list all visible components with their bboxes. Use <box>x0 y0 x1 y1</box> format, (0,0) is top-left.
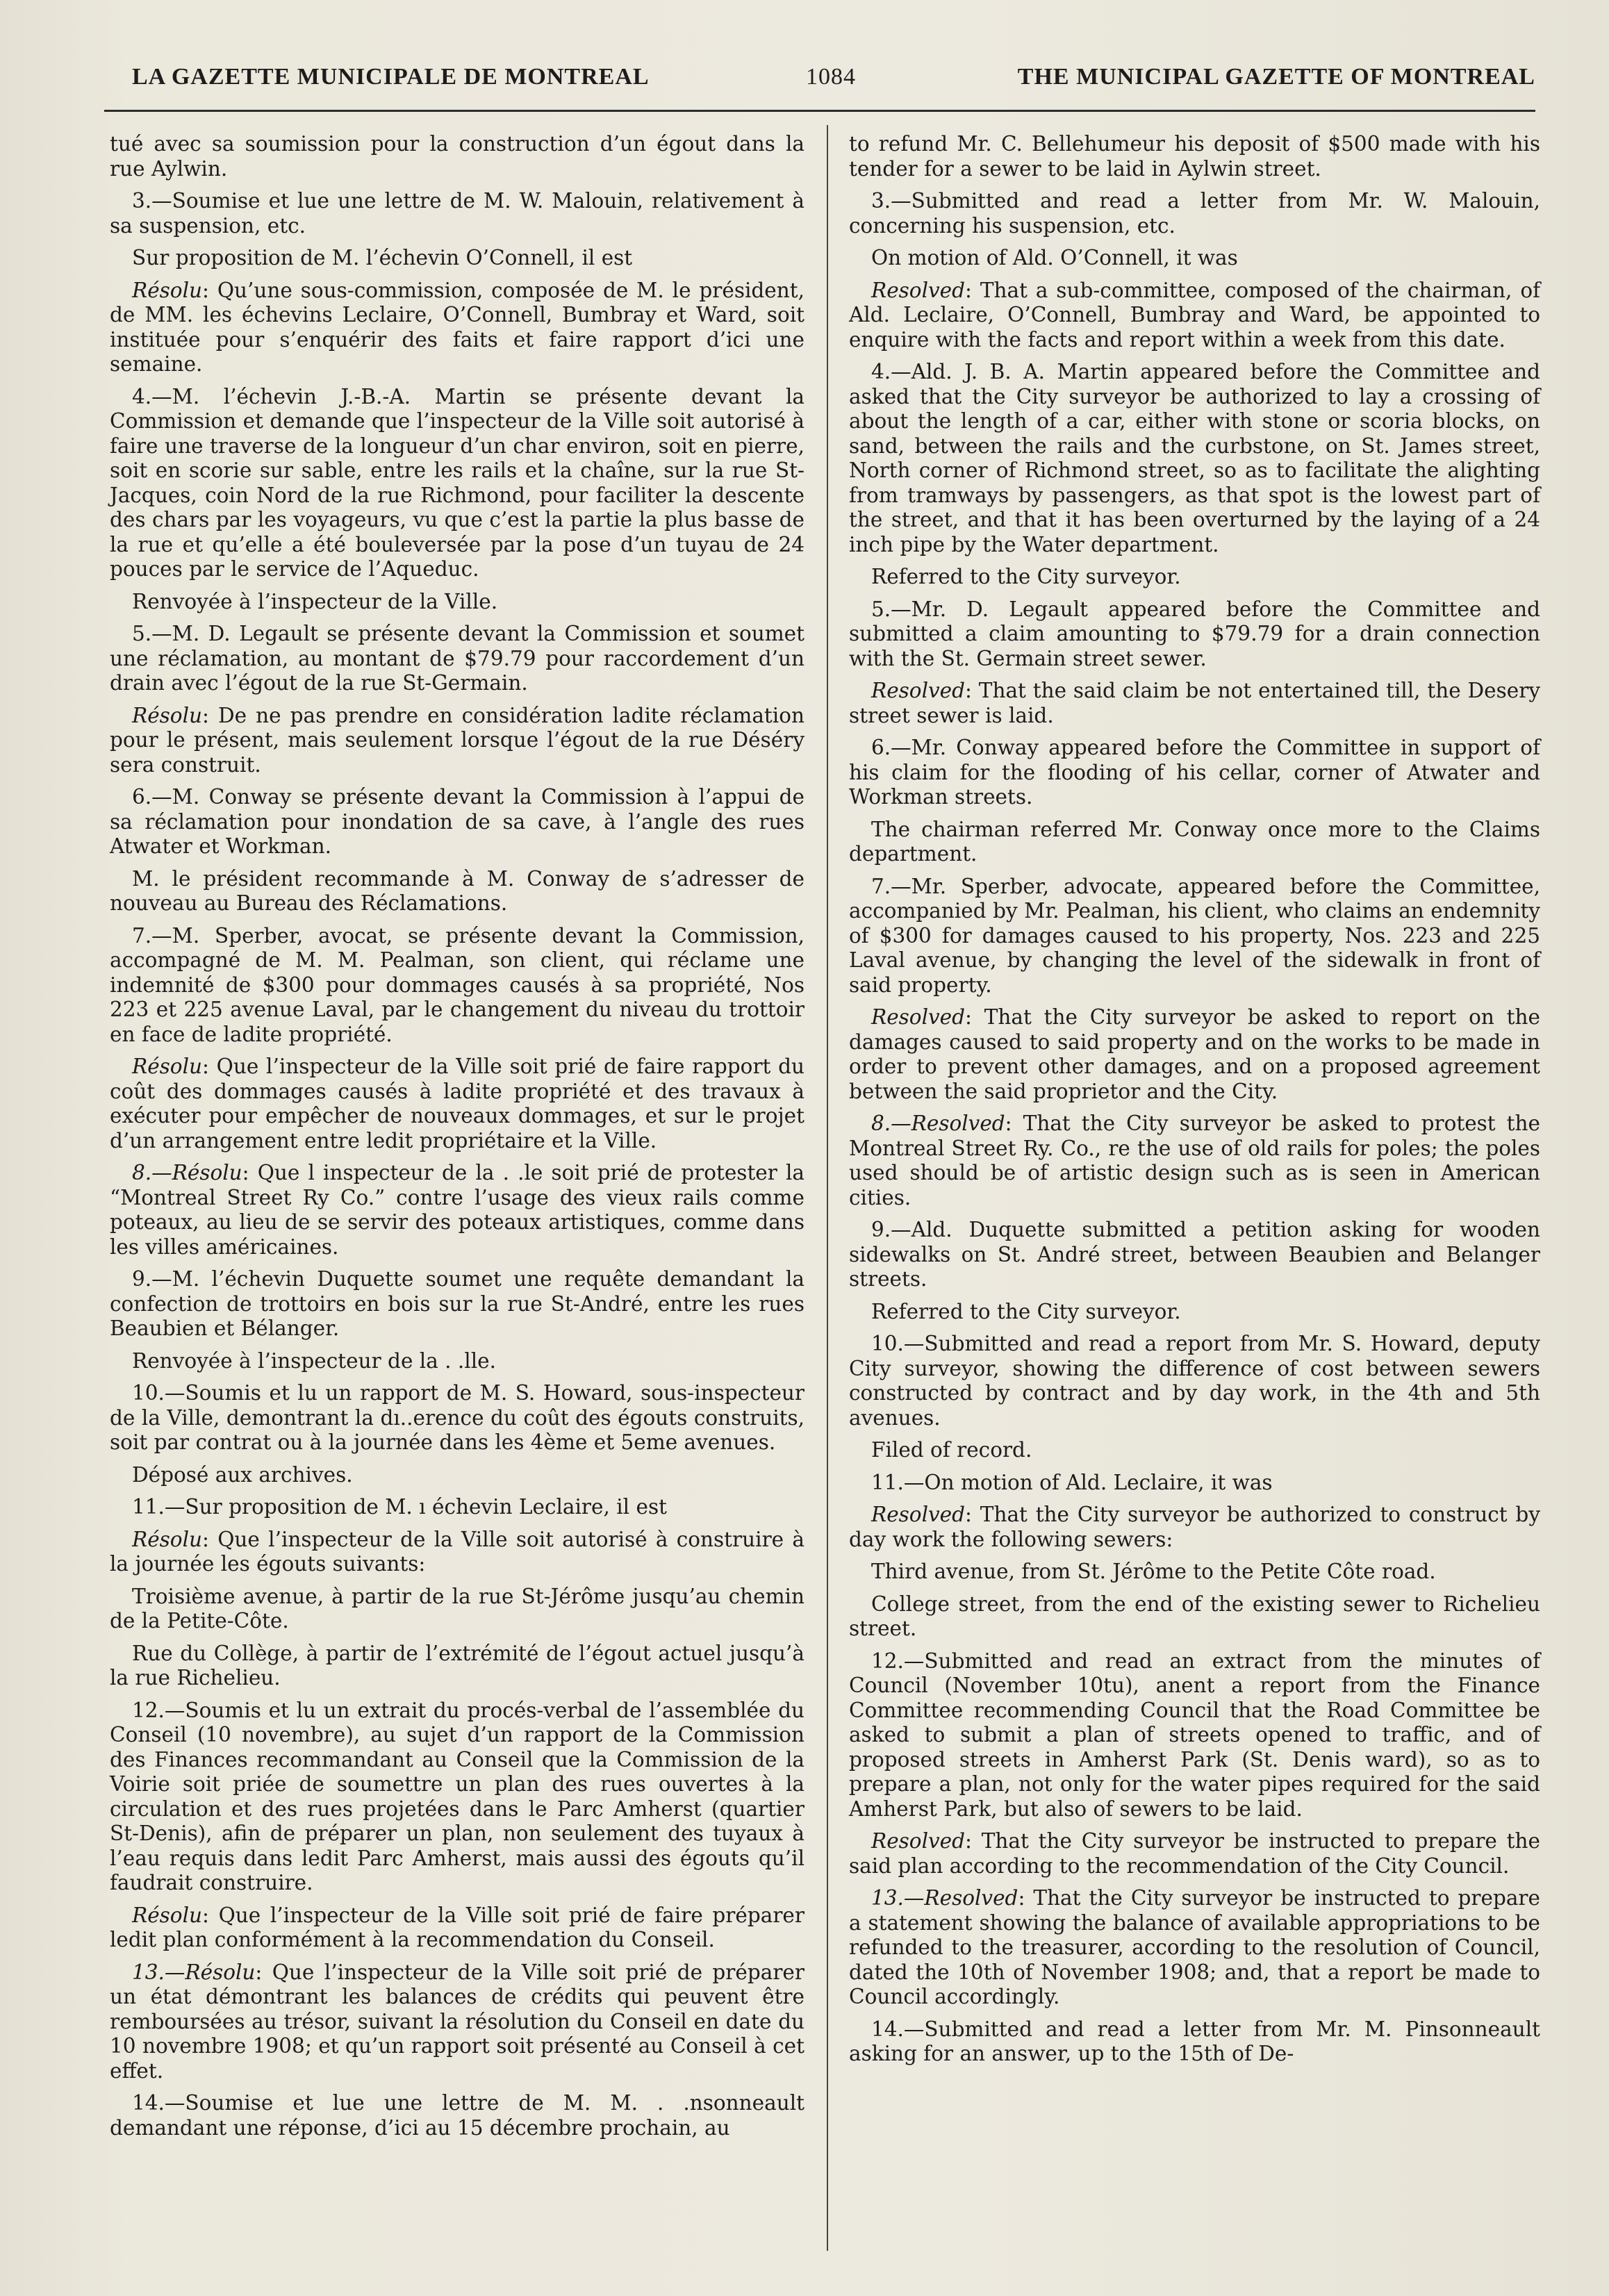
page-header <box>104 64 1535 99</box>
paragraph-text: : Que l’inspecteur de la Ville soit prié de faire rapport du coût des dommages causés à ladite propriété et des travaux à exécuter pour empêcher de nouveaux dommages, et sur le projet d’un arrangement entre ledit propriétaire et la Ville. <box>110 1055 804 1153</box>
paragraph <box>110 867 804 916</box>
paragraph-text: 14.—Soumise et lue une lettre de M. M. . .nsonneault demandant une réponse, d’ici au 15 décembre prochain, au <box>110 2091 804 2140</box>
header-right-title: THE MUNICIPAL GAZETTE OF MONTREAL <box>1017 64 1535 90</box>
paragraph <box>849 875 1540 998</box>
paragraph <box>110 1055 804 1153</box>
paragraph-text: Referred to the City surveyor. <box>871 1299 1181 1323</box>
paragraph-lead: Resolved <box>871 1503 966 1526</box>
paragraph <box>110 2091 804 2140</box>
paragraph <box>110 590 804 615</box>
paragraph <box>110 622 804 696</box>
paragraph <box>110 785 804 859</box>
paragraph-text: On motion of Ald. O’Connell, it was <box>871 246 1238 270</box>
paragraph-text: 4.—Ald. J. B. A. Martin appeared before the Committee and asked that the City surveyor be authorized to lay a crossing of about the length of a car, either with stone or scoria blocks, on sand, between the rails and the curbstone, on St. James street, North corner of Richmond street, so as to facilitate the alighting from tramways by passengers, as that spot is the lowest part of the street, and that it has been overturned by the laying of a 24 inch pipe by the Water department. <box>849 360 1540 556</box>
paragraph-text: Referred to the City surveyor. <box>871 565 1181 588</box>
paragraph <box>110 1267 804 1341</box>
paragraph-lead: 13.—Résolu <box>132 1960 256 1984</box>
paragraph <box>849 818 1540 867</box>
paragraph-text: : Que l’inspecteur de la Ville soit prié de faire préparer ledit plan conformément à la recommendation du Conseil. <box>110 1903 804 1951</box>
paragraph-text: : That the City surveyor be instructed to prepare a statement showing the balance of available appropriations to be refunded to the treasurer, according to the resolution of Council, dated the 10th of November 1908; and, that a report be made to Council accordingly. <box>849 1886 1540 2008</box>
paragraph-text: 11.—On motion of Ald. Leclaire, it was <box>871 1470 1273 1494</box>
paragraph <box>110 1642 804 1691</box>
paragraph-text: : De ne pas prendre en considération ladite réclamation pour le présent, mais seulement lorsque l’égout de la rue Déséry sera construit. <box>110 703 804 777</box>
paragraph <box>110 1528 804 1577</box>
paragraph <box>849 1592 1540 1642</box>
paragraph <box>849 1300 1540 1325</box>
paragraph-lead: 8.—Resolved <box>871 1112 1005 1135</box>
paragraph-lead: Resolved <box>871 1005 966 1029</box>
paragraph-text: 14.—Submitted and read a letter from Mr. M. Pinsonneault asking for an answer, up to the 15th of De- <box>849 2017 1540 2065</box>
paragraph <box>849 1560 1540 1585</box>
paragraph-text: : That the City surveyor be asked to report on the damages caused to said property and on the works to be made in order to prevent other damages, and on a proposed agreement between the said proprietor and the City. <box>849 1005 1540 1103</box>
paragraph <box>849 679 1540 728</box>
paragraph-text: 9.—M. l’échevin Duquette soumet une requête demandant la confection de trottoirs en bois sur la rue St-André, entre les rues Beaubien et Bélanger. <box>110 1267 804 1340</box>
paragraph-text: 12.—Soumis et lu un extrait du procés-verbal de l’assemblée du Conseil (10 novembre), au sujet d’un rapport de la Commission des Finances recommandant au Conseil que la Commission de la Voirie soit priée de soumettre un plan des rues ouvertes à la circulation et des rues projetées dans le Parc Amherst (quartier St-Denis), afin de préparer un plan, non seulement des tuyaux à l’eau requis dans ledit Parc Amherst, mais aussi des égouts qu’il faudrait construire. <box>110 1698 804 1894</box>
paragraph-text: : That the said claim be not entertained till, the Desery street sewer is laid. <box>849 679 1540 727</box>
page-number: 1084 <box>806 64 856 90</box>
paragraph-text: 6.—M. Conway se présente devant la Commission à l’appui de sa réclamation pour inondation de sa cave, à l’angle des rues Atwater et Workman. <box>110 785 804 858</box>
paragraph-text: : That the City surveyor be asked to protest the Montreal Street Ry. Co., re the use of old rails for poles; the poles used should be of artistic design such as is seen in American cities. <box>849 1112 1540 1209</box>
paragraph-text: 3.—Soumise et lue une lettre de M. W. Malouin, relativement à sa suspension, etc. <box>110 189 804 238</box>
paragraph <box>849 565 1540 590</box>
paragraph-lead: Resolved <box>871 278 966 302</box>
paragraph-text: 7.—Mr. Sperber, advocate, appeared before the Committee, accompanied by Mr. Pealman, his client, who claims an endemnity of $300 for damages caused to his property, Nos. 223 and 225 Laval avenue, by changing the level of the sidewalk in front of said property. <box>849 874 1540 997</box>
paragraph-text: Filed of record. <box>871 1438 1032 1462</box>
paragraph-text: Renvoyée à l’inspecteur de la . .lle. <box>132 1348 497 1373</box>
paragraph <box>849 1471 1540 1496</box>
paragraph-lead: Résolu <box>132 1903 203 1927</box>
paragraph <box>110 1161 804 1260</box>
paragraph-text: The chairman referred Mr. Conway once more to the Claims department. <box>849 817 1540 866</box>
paragraph-text: Renvoyée à l’inspecteur de la Ville. <box>132 589 498 613</box>
french-column <box>110 132 804 2148</box>
paragraph-text: 7.—M. Sperber, avocat, se présente devant la Commission, accompagné de M. M. Pealman, son client, qui réclame une indemnité de $300 pour dommages causés à sa propriété, Nos 223 et 225 avenue Laval, par le changement du niveau du trottoir en face de ladite propriété. <box>110 923 804 1046</box>
paragraph-text: Déposé aux archives. <box>132 1462 353 1487</box>
paragraph-text: 9.—Ald. Duquette submitted a petition asking for wooden sidewalks on St. André street, between Beaubien and Belanger streets. <box>849 1218 1540 1291</box>
english-column <box>849 132 1540 2074</box>
paragraph-lead: Résolu <box>132 278 203 302</box>
paragraph <box>849 1332 1540 1430</box>
paragraph <box>849 1649 1540 1822</box>
paragraph-text: Sur proposition de M. l’échevin O’Connell, il est <box>132 246 633 270</box>
paragraph-text: 10.—Submitted and read a report from Mr. S. Howard, deputy City surveyor, showing the difference of cost between sewers constructed by contract and by day work, in the 4th and 5th avenues. <box>849 1332 1540 1430</box>
paragraph-text: 6.—Mr. Conway appeared before the Committee in support of his claim for the flooding of his cellar, corner of Atwater and Workman streets. <box>849 736 1540 809</box>
paragraph <box>110 1349 804 1374</box>
paragraph <box>110 1381 804 1455</box>
paragraph <box>849 1886 1540 2010</box>
paragraph-text: Troisième avenue, à partir de la rue St-Jérôme jusqu’au chemin de la Petite-Côte. <box>110 1584 804 1633</box>
paragraph-text: 12.—Submitted and read an extract from the minutes of Council (November 10tu), anent a report from the Finance Committee recommending Council that the Road Committee be asked to submit a plan of streets opened to traffic, and of proposed streets in Amherst Park (St. Denis ward), so as to prepare a plan, not only for the water pipes required for the said Amherst Park, but also of sewers to be laid. <box>849 1649 1540 1821</box>
paragraph-text: tué avec sa soumission pour la construction d’un égout dans la rue Aylwin. <box>110 132 804 181</box>
paragraph <box>110 279 804 377</box>
header-left-title: LA GAZETTE MUNICIPALE DE MONTREAL <box>132 64 650 90</box>
paragraph-lead: 13.—Resolved <box>871 1886 1018 1910</box>
paragraph <box>849 1829 1540 1878</box>
paragraph-text: 11.—Sur proposition de M. ı échevin Leclaire, il est <box>132 1495 667 1519</box>
paragraph <box>110 132 804 181</box>
paragraph-text: 3.—Submitted and read a letter from Mr. W. Malouin, concerning his suspension, etc. <box>849 189 1540 238</box>
paragraph-text: 4.—M. l’échevin J.-B.-A. Martin se présente devant la Commission et demande que l’inspecteur de la Ville soit autorisé à faire une traverse de la longueur d’un char environ, soit en pierre, soit en scorie sur sable, entre les rails et la chaîne, sur la rue St-Jacques, coin Nord de la rue Richmond, pour faciliter la descente des chars par les voyageurs, vu que c’est la partie la plus basse de la rue et qu’elle a été bouleversée par la pose d’un tuyau de 24 pouces par le service de l’Aqueduc. <box>110 384 804 581</box>
paragraph <box>849 1112 1540 1210</box>
paragraph-text: 5.—Mr. D. Legault appeared before the Committee and submitted a claim amounting to $79.79 for a drain connection with the St. Germain street sewer. <box>849 597 1540 670</box>
column-divider <box>827 125 828 2251</box>
paragraph-text: : Que l’inspecteur de la Ville soit autorisé à construire à la journée les égouts suivants: <box>110 1527 804 1576</box>
paragraph-text: to refund Mr. C. Bellehumeur his deposit of $500 made with his tender for a sewer to be laid in Aylwin street. <box>849 132 1540 181</box>
header-rule <box>104 110 1535 112</box>
paragraph-text: 10.—Soumis et lu un rapport de M. S. Howard, sous-inspecteur de la Ville, demontrant la dı..erence du coût des égouts construits, soit par contrat ou à la journée dans les 4ème et 5eme avenues. <box>110 1381 804 1454</box>
paragraph-lead: Resolved <box>871 679 966 702</box>
paragraph <box>110 924 804 1048</box>
paragraph-text: College street, from the end of the existing sewer to Richelieu street. <box>849 1592 1540 1640</box>
paragraph-text: : That the City surveyor be authorized to construct by day work the following sewers: <box>849 1503 1540 1551</box>
paragraph <box>849 360 1540 557</box>
paragraph <box>110 1903 804 1953</box>
paragraph-text: : Que l inspecteur de la . .le soit prié de protester la “Montreal Street Ry Co.” contre l’usage des vieux rails comme poteaux, au lieu de se servir des poteaux artistiques, comme dans les villes américaines. <box>110 1161 804 1259</box>
paragraph-text: : Que l’inspecteur de la Ville soit prié de préparer un état démontrant les balances de crédits qui peuvent être remboursées au trésor, suivant la résolution du Conseil en date du 10 novembre 1908; et qu’un rapport soit présenté au Conseil à cet effet. <box>110 1960 804 2083</box>
paragraph <box>849 597 1540 672</box>
paragraph <box>110 385 804 582</box>
paragraph <box>849 736 1540 810</box>
paragraph <box>849 2017 1540 2067</box>
paragraph <box>849 189 1540 238</box>
paragraph <box>849 246 1540 271</box>
paragraph <box>849 1218 1540 1292</box>
paragraph <box>110 246 804 271</box>
paragraph-lead: Resolved <box>871 1829 966 1853</box>
paragraph-text: M. le président recommande à M. Conway de s’adresser de nouveau au Bureau des Réclamations. <box>110 866 804 915</box>
paragraph-lead: Résolu <box>132 703 203 727</box>
paragraph <box>110 1960 804 2084</box>
paragraph <box>110 189 804 238</box>
paragraph <box>849 1005 1540 1104</box>
paragraph-lead: 8.—Résolu <box>132 1161 242 1184</box>
paragraph-text: : That a sub-committee, composed of the chairman, of Ald. Leclaire, O’Connell, Bumbray and Ward, be appointed to enquire with the facts and report within a week from this date. <box>849 278 1540 352</box>
paragraph-text: : That the City surveyor be instructed to prepare the said plan according to the recommendation of the City Council. <box>849 1829 1540 1878</box>
paragraph-lead: Résolu <box>132 1055 203 1078</box>
paragraph <box>849 1438 1540 1463</box>
paragraph <box>110 1699 804 1896</box>
paragraph <box>849 132 1540 181</box>
paragraph-text: Third avenue, from St. Jérôme to the Petite Côte road. <box>871 1560 1436 1583</box>
paragraph-text: Rue du Collège, à partir de l’extrémité de l’égout actuel jusqu’à la rue Richelieu. <box>110 1641 804 1690</box>
paragraph <box>849 279 1540 353</box>
paragraph <box>110 1463 804 1488</box>
paragraph <box>849 1503 1540 1552</box>
paragraph-text: : Qu’une sous-commission, composée de M. le président, de MM. les échevins Leclaire, O’Connell, Bumbray et Ward, soit instituée pour s’enquérir des faits et faire rapport d’ici une semaine. <box>110 278 804 376</box>
paragraph-lead: Résolu <box>132 1527 203 1551</box>
paragraph <box>110 1585 804 1634</box>
paragraph <box>110 704 804 778</box>
paragraph <box>110 1495 804 1520</box>
paragraph-text: 5.—M. D. Legault se présente devant la Commission et soumet une réclamation, au montant de $79.79 pour raccordement d’un drain avec l’égout de la rue St-Germain. <box>110 622 804 695</box>
